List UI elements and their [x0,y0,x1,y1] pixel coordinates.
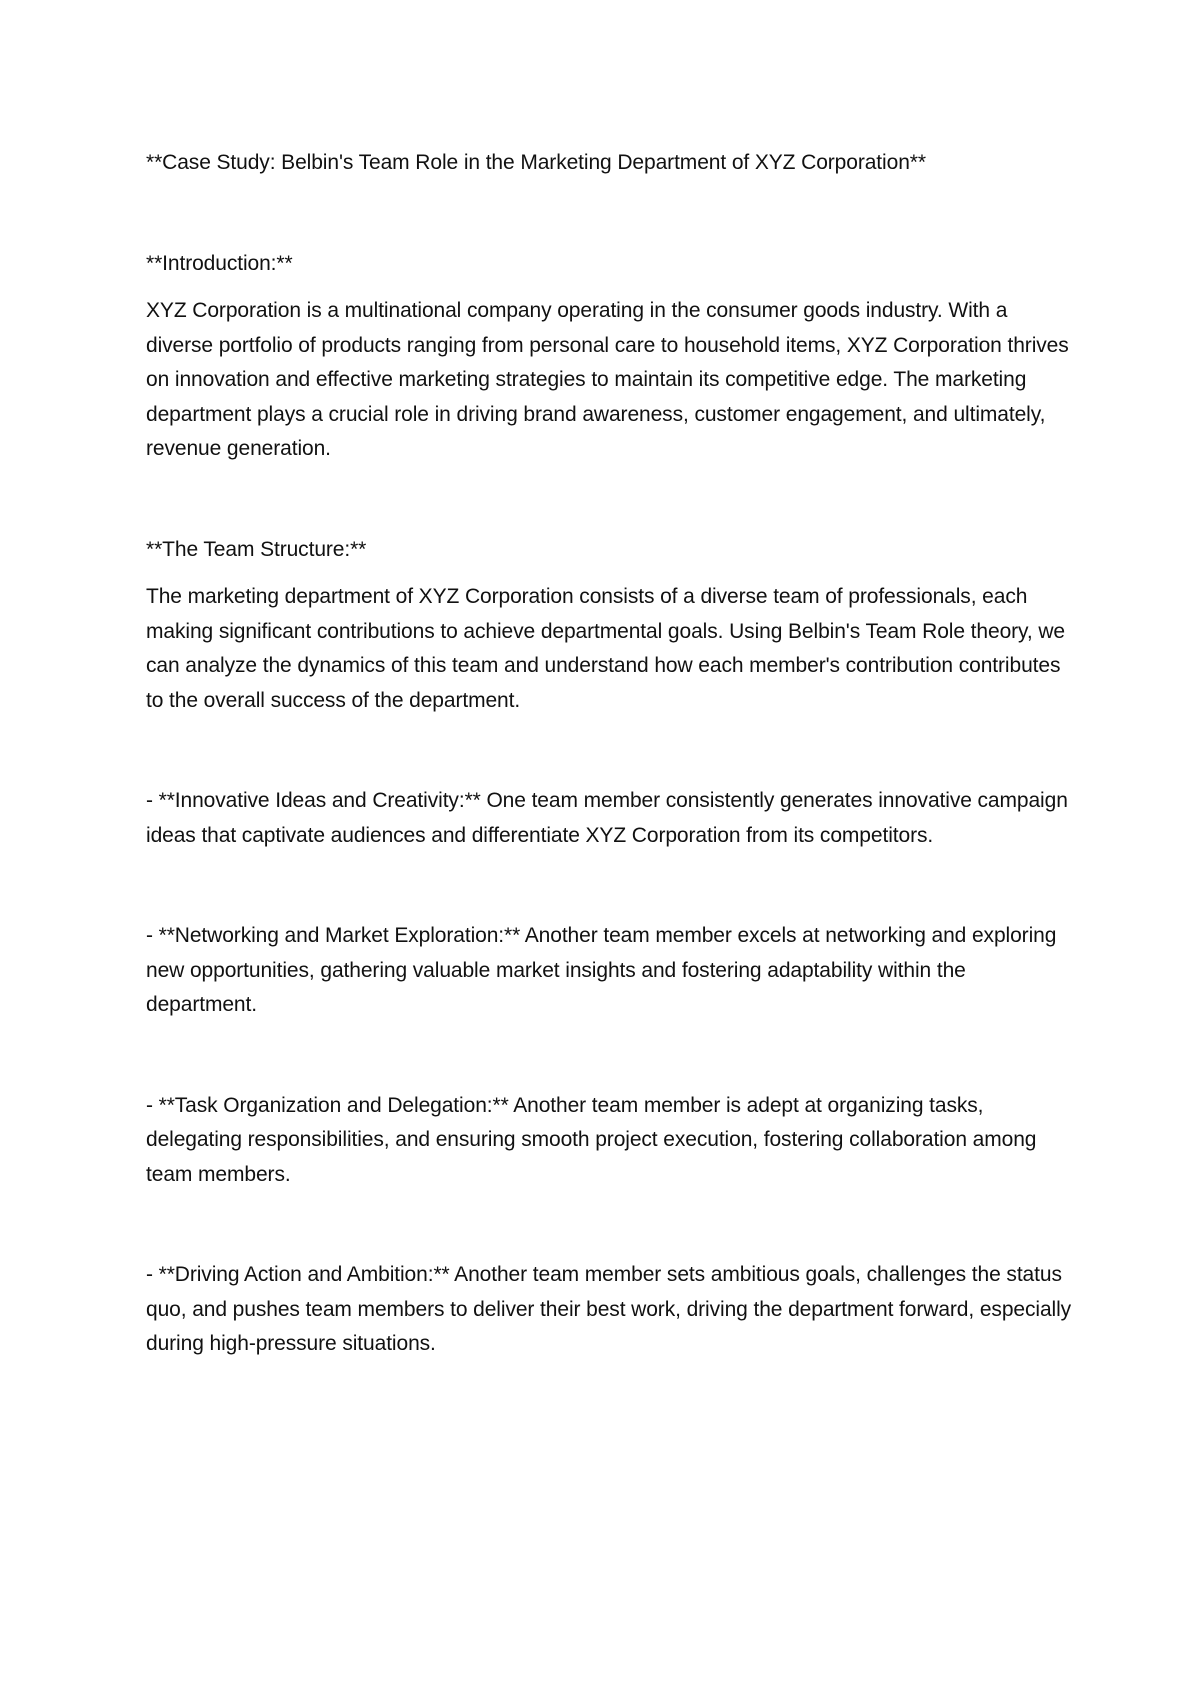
bullet-driving-action: - **Driving Action and Ambition:** Another team member sets ambitious goals, challenges the status quo, and pushes team members to deliver their best work, driving the department forward, especially during high-pressure situations. [146,1263,1072,1355]
introduction-heading: **Introduction:** [146,251,293,275]
introduction-paragraph: XYZ Corporation is a multinational company operating in the consumer goods industry. With a diverse portfolio of products ranging from personal care to household items, XYZ Corporation thrives on innovation and effective marketing strategies to maintain its competitive edge. The marketing department plays a crucial role in driving brand awareness, customer engagement, and ultimately, revenue generation. [146,299,1069,460]
team-structure-heading: **The Team Structure:** [146,537,367,561]
bullet-innovative-ideas: - **Innovative Ideas and Creativity:** One team member consistently generates innovative campaign ideas that captivate audiences and differentiate XYZ Corporation from its competitors. [146,789,1068,847]
bullet-task-organization: - **Task Organization and Delegation:** Another team member is adept at organizing tasks, delegating responsibilities, and ensuring smooth project execution, fostering collaboration among team members. [146,1093,1037,1186]
document-title: **Case Study: Belbin's Team Role in the Marketing Department of XYZ Corporation** [146,151,926,174]
bullet-networking: - **Networking and Market Exploration:** Another team member excels at networking and exploring new opportunities, gathering valuable market insights and fostering adaptability within the department. [146,924,1057,1016]
document-body [146,146,1076,1428]
team-structure-paragraph: The marketing department of XYZ Corporation consists of a diverse team of professionals, each making significant contributions to achieve departmental goals. Using Belbin's Team Role theory, we can analyze the dynamics of this team and understand how each member's contribution contributes to the overall success of the department. [146,585,1065,712]
